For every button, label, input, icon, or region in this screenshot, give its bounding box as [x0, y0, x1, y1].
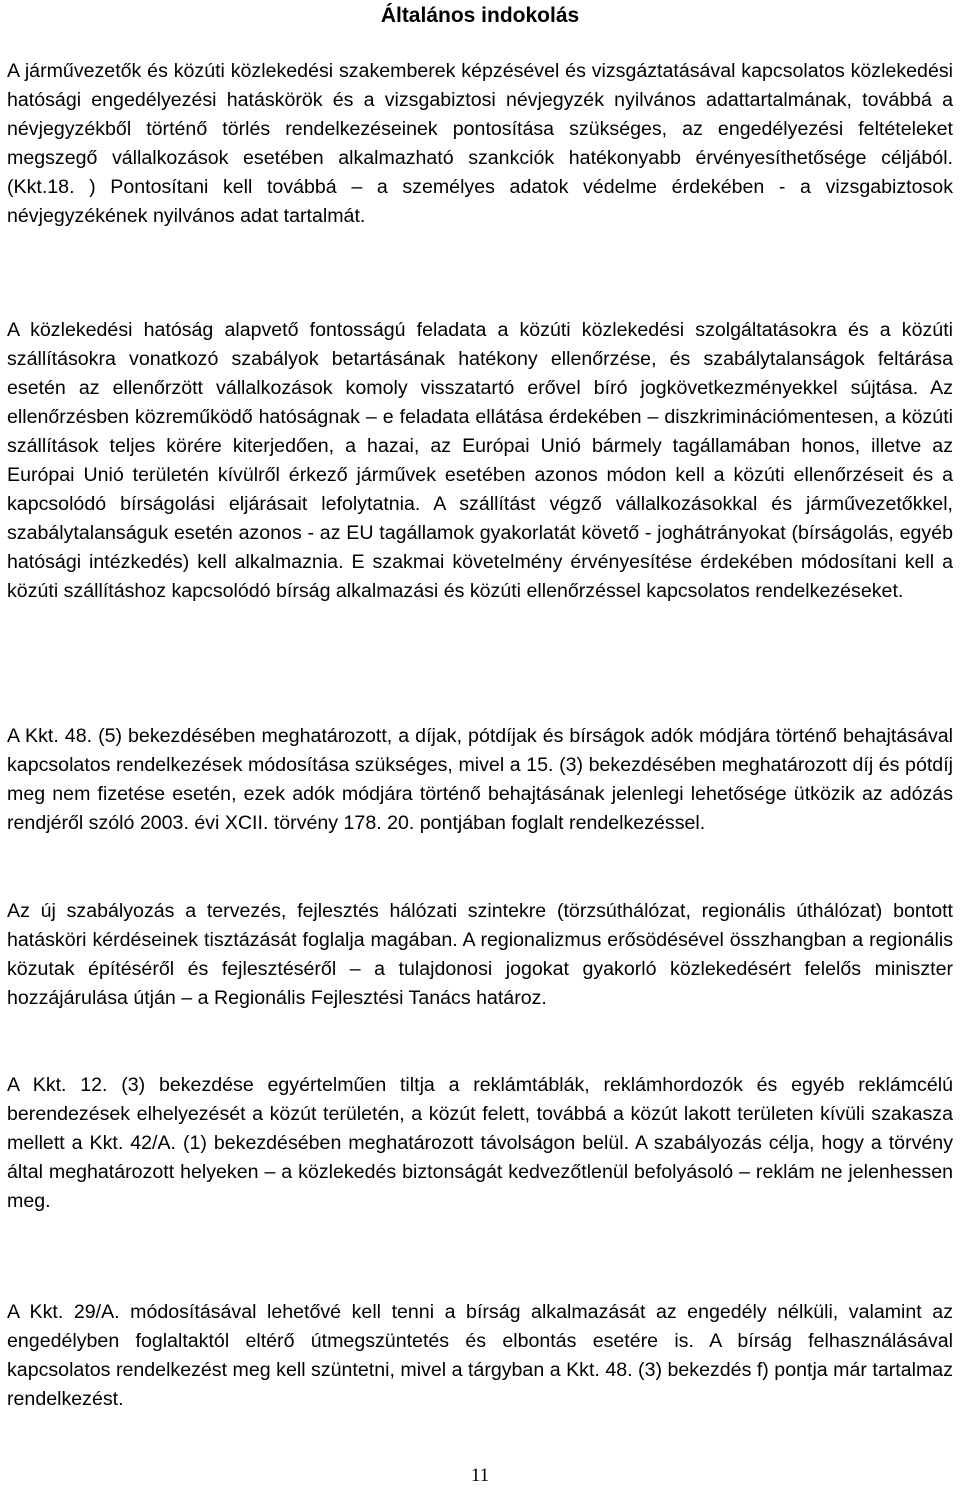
paragraph-4: Az új szabályozás a tervezés, fejlesztés hálózati szintekre (törzsúthálózat, regionális úthálózat) bontott hatásköri kérdéseinek tisztázását foglalja magában. A regionalizmus erősödésével összhangban a regionális közutak építéséről és fejlesztéséről – a tulajdonosi jogokat gyakorló közlekedésért felelős miniszter hozzájárulása útján – a Regionális Fejlesztési Tanács határoz. — [7, 900, 953, 1009]
paragraph-3: A Kkt. 48. (5) bekezdésében meghatározott, a díjak, pótdíjak és bírságok adók módjára történő behajtásával kapcsolatos rendelkezések módosítása szükséges, mivel a 15. (3) bekezdésében meghatározott díj és pótdíj meg nem fizetése esetén, ezek adók módjára történő behajtásának jelenlegi lehetősége ütközik az adózás rendjéről szóló 2003. évi XCII. törvény 178. 20. pontjában foglalt rendelkezéssel. — [7, 725, 953, 834]
paragraph-6: A Kkt. 29/A. módosításával lehetővé kell tenni a bírság alkalmazását az engedély nélküli, valamint az engedélyben foglaltaktól eltérő útmegszüntetés és elbontás esetére is. A bírság felhasználásával kapcsolatos rendelkezést meg kell szüntetni, mivel a tárgyban a Kkt. 48. (3) bekezdés f) pontja már tartalmaz rendelkezést. — [7, 1301, 953, 1410]
page-number: 11 — [470, 1465, 490, 1486]
document-title: Általános indokolás — [380, 4, 580, 27]
document-page — [7, 0, 953, 1488]
paragraph-2: A közlekedési hatóság alapvető fontosságú feladata a közúti közlekedési szolgáltatásokra és a közúti szállításokra vonatkozó szabályok betartásának hatékony ellenőrzése, és szabálytalanságok feltárása esetén az ellenőrzött vállalkozások komoly visszatartó erővel bíró jogkövetkezményekkel sújtása. Az ellenőrzésben közreműködő hatóságnak – e feladata ellátása érdekében – diszkriminációmentesen, a közúti szállítások teljes körére kiterjedően, a hazai, az Európai Unió bármely tagállamában honos, illetve az Európai Unió területén kívülről érkező járművek esetében azonos módon kell a közúti ellenőrzéseit és a kapcsolódó bírságolási eljárásait lefolytatnia. A szállítást végző vállalkozásokkal és járművezetőkkel, szabálytalanságuk esetén azonos - az EU tagállamok gyakorlatát követő - joghátrányokat (bírságolás, egyéb hatósági intézkedés) kell alkalmaznia. E szakmai követelmény érvényesítése érdekében módosítani kell a közúti szállításhoz kapcsolódó bírság alkalmazási és közúti ellenőrzéssel kapcsolatos rendelkezéseket. — [7, 319, 953, 602]
paragraph-1: A járművezetők és közúti közlekedési szakemberek képzésével és vizsgáztatásával kapcsolatos közlekedési hatósági engedélyezési hatáskörök és a vizsgabiztosi névjegyzék nyilvános adattartalmának, továbbá a névjegyzékből történő törlés rendelkezéseinek pontosítása szükséges, az engedélyezési feltételeket megszegő vállalkozások esetében alkalmazható szankciók hatékonyabb érvényesíthetősége céljából. (Kkt.18. ) Pontosítani kell továbbá – a személyes adatok védelme érdekében - a vizsgabiztosok névjegyzékének nyilvános adat tartalmát. — [7, 60, 953, 227]
paragraph-5: A Kkt. 12. (3) bekezdése egyértelműen tiltja a reklámtáblák, reklámhordozók és egyéb reklámcélú berendezések elhelyezését a közút területén, a közút felett, továbbá a közút lakott területen kívüli szakasza mellett a Kkt. 42/A. (1) bekezdésében meghatározott távolságon belül. A szabályozás célja, hogy a törvény által meghatározott helyeken – a közlekedés biztonságát kedvezőtlenül befolyásoló – reklám ne jelenhessen meg. — [7, 1074, 953, 1212]
